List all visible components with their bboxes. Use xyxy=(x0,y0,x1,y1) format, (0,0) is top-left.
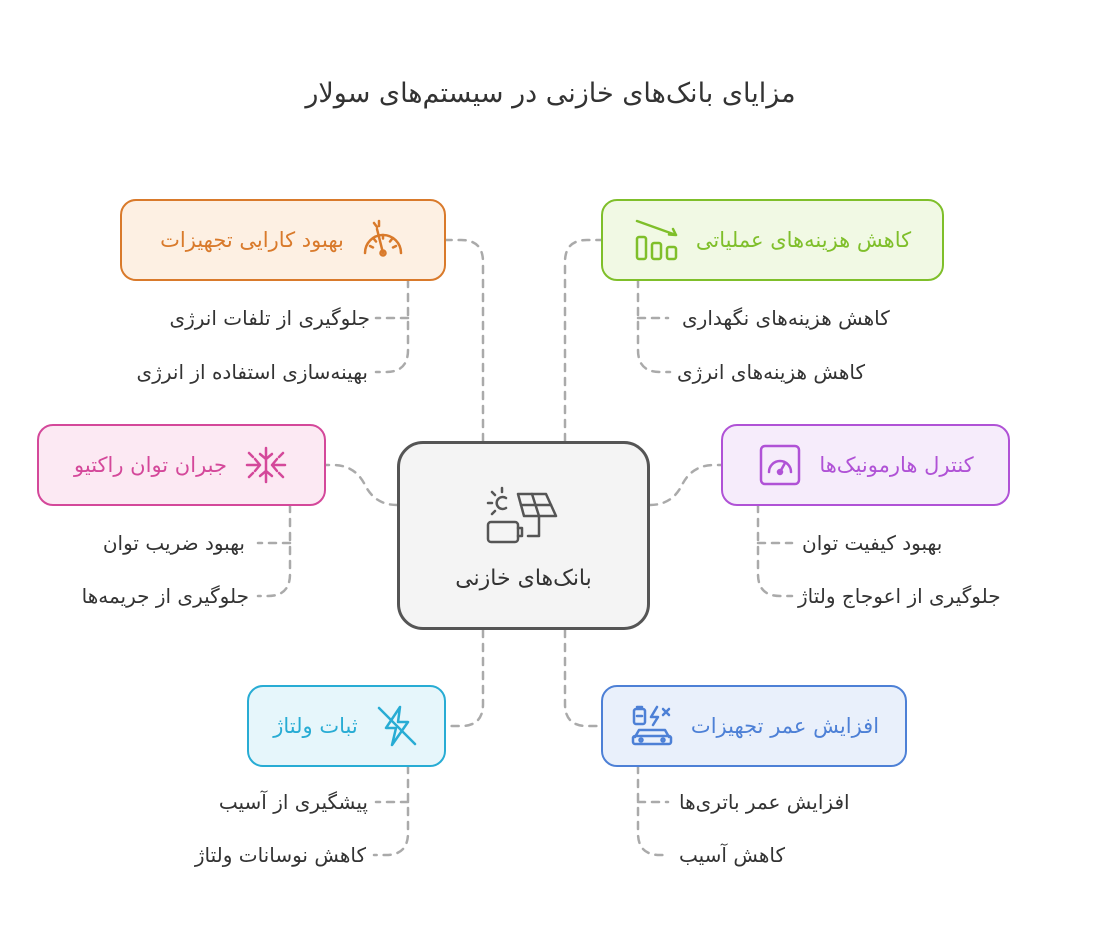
bracket-efficiency xyxy=(376,280,408,372)
gauge-icon xyxy=(360,217,406,263)
bracket-costs xyxy=(638,280,670,372)
connector-costs xyxy=(565,240,601,441)
node-efficiency xyxy=(120,199,446,281)
costs-item-1: کاهش هزینه‌های نگهداری xyxy=(682,306,890,330)
bracket-lifespan xyxy=(638,766,668,855)
lifespan-item-2: کاهش آسیب xyxy=(679,843,786,867)
chart-down-icon xyxy=(634,217,680,263)
connector-reactive xyxy=(326,465,397,505)
center-label: بانک‌های خازنی xyxy=(455,566,592,591)
node-efficiency-label: بهبود کارایی تجهیزات xyxy=(160,228,344,252)
node-lifespan xyxy=(601,685,907,767)
node-lifespan-label: افزایش عمر تجهیزات xyxy=(690,714,880,738)
bracket-harmonic xyxy=(758,505,792,596)
harmonic-item-2: جلوگیری از اعوجاج ولتاژ xyxy=(798,584,1001,608)
node-costs xyxy=(601,199,944,281)
connector-lifespan xyxy=(565,630,601,726)
compress-icon xyxy=(243,442,289,488)
page-title: مزایای بانک‌های خازنی در سیستم‌های سولار xyxy=(305,78,796,109)
node-reactive xyxy=(37,424,326,506)
voltage-item-2: کاهش نوسانات ولتاژ xyxy=(194,843,366,867)
connector-harmonic xyxy=(650,465,721,505)
harmonic-item-1: بهبود کیفیت توان xyxy=(802,531,943,555)
lifespan-item-1: افزایش عمر باتری‌ها xyxy=(679,790,850,814)
no-power-icon xyxy=(374,703,420,749)
efficiency-item-1: جلوگیری از تلفات انرژی xyxy=(169,306,370,330)
node-reactive-label: جبران توان راکتیو xyxy=(74,453,227,477)
node-harmonic xyxy=(721,424,1010,506)
efficiency-item-2: بهینه‌سازی استفاده از انرژی xyxy=(136,360,368,384)
node-harmonic-label: کنترل هارمونیک‌ها xyxy=(819,453,974,477)
node-voltage-label: ثبات ولتاژ xyxy=(273,714,358,738)
meter-icon xyxy=(757,442,803,488)
bracket-reactive xyxy=(258,505,290,596)
bracket-voltage xyxy=(374,766,408,855)
node-costs-label: کاهش هزینه‌های عملیاتی xyxy=(695,228,912,252)
costs-item-2: کاهش هزینه‌های انرژی xyxy=(677,360,866,384)
connector-voltage xyxy=(446,630,483,726)
center-node xyxy=(397,441,650,630)
node-voltage xyxy=(247,685,446,767)
solar-battery-icon xyxy=(484,484,560,554)
voltage-item-1: پیشگیری از آسیب xyxy=(218,790,368,814)
connector-efficiency xyxy=(446,240,483,441)
reactive-item-1: بهبود ضریب توان xyxy=(102,531,245,555)
reactive-item-2: جلوگیری از جریمه‌ها xyxy=(81,584,249,608)
ev-battery-icon xyxy=(629,703,675,749)
